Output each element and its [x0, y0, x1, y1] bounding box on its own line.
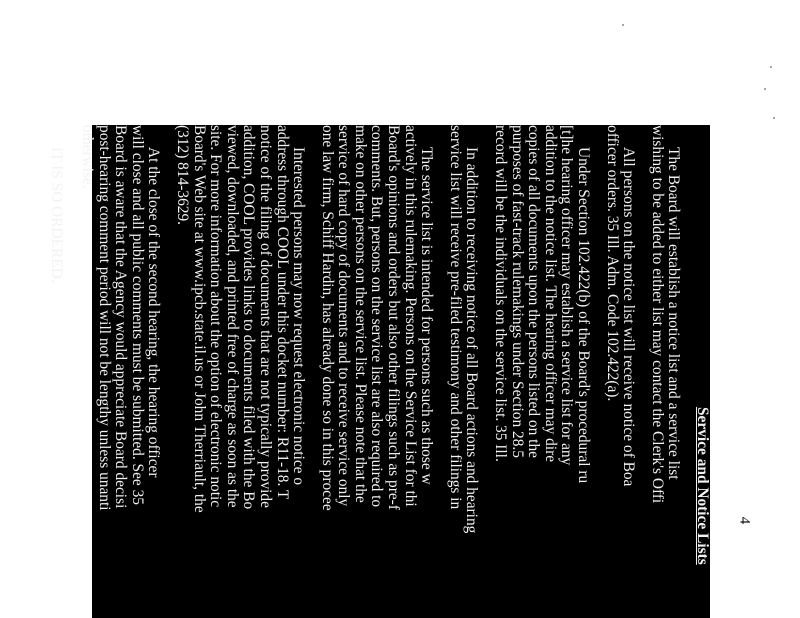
paragraphs: [66, 125, 693, 618]
paragraph-line: otherwise.: [79, 125, 96, 189]
paragraph-line: site. For more information about the option of electronic notic: [207, 125, 225, 508]
paragraph-line: make on other persons on the service list. Please note that the: [351, 125, 369, 503]
paragraph-line: comments. But, persons on the service list are also required to: [368, 125, 386, 508]
section-heading: Service and Notice Lists: [694, 407, 711, 565]
scan-speck-3: [773, 117, 775, 119]
paragraph-gap: [479, 125, 491, 618]
page-number: 4: [736, 516, 753, 525]
paragraph-line: wishing to be added to either list may contact the Clerk's Offi: [648, 125, 666, 504]
paragraph-line: addition to the notice list. The hearing officer may dire: [541, 125, 559, 463]
paragraph-line: will close and all public comments must be submitted. See 35: [128, 125, 146, 506]
paragraph-gap: [306, 125, 318, 618]
paragraph-line: Board's Web site at www.ipcb.state.il.us or John Therriault, the: [190, 125, 208, 513]
paragraph-line: The Board will establish a notice list and a service list: [665, 147, 683, 480]
paragraph-line: address through COOL under this docket number: R11-18. T: [273, 125, 291, 500]
paragraph-gap: [66, 125, 78, 618]
paragraph-line: purposes of fast-track rulemakings under Section 28.5: [508, 125, 526, 458]
paragraph-gap: [681, 125, 693, 618]
scan-speck-4: [764, 88, 766, 90]
paragraph-line: record will be the individuals on the service list. 35 Ill.: [492, 125, 510, 462]
scan-speck-2: [770, 66, 772, 68]
paragraph-gap: [591, 125, 603, 618]
paragraph-line: Interested persons may now request electronic notice o: [290, 147, 308, 486]
paragraph-line: one law firm, Schiff Hardin, has already done so in this procee: [318, 125, 336, 511]
paragraph-line: post-hearing comment period will not be lengthy unless unanti: [95, 125, 113, 511]
paragraph-line: Board is aware that the Agency would appreciate Board decisi: [112, 125, 130, 509]
paragraph-line: The service list is intended for persons such as those w: [418, 147, 436, 485]
paragraph-line: copies of all documents upon the persons listed on the: [525, 125, 543, 458]
paragraph-line: notice of the filing of documents that are not typically provide: [256, 125, 274, 508]
paragraph-gap: [161, 125, 173, 618]
paragraph-gap: [636, 125, 648, 618]
rotated-document-text: [48, 125, 711, 618]
paragraph-line: officer orders. 35 Ill. Adm. Code 102.422(a).: [603, 125, 621, 402]
paragraph-line: All persons on the notice list will receive notice of Boa: [620, 147, 638, 487]
paragraph-line: At the close of the second hearing, the hearing officer: [145, 147, 163, 478]
paragraph-line: In addition to receiving notice of all Board actions and hearing: [463, 147, 481, 534]
paragraph-line: service list will receive pre-filed testimony and other filings in: [446, 125, 464, 510]
paragraph-line: actively in this rulemaking. Persons on the Service List for thi: [401, 125, 419, 507]
paragraph-gap: [434, 125, 446, 618]
closing-order: IT IS SO ORDERED.: [48, 147, 66, 283]
paragraph-line: viewed, downloaded, and printed free of charge as soon as the: [223, 125, 241, 508]
paragraph-line: Under Section 102.422(b) of the Board's procedural ru: [575, 147, 593, 484]
scanned-document-block: [48, 125, 711, 618]
paragraph-line: service of hard copy of documents and to receive service only: [335, 125, 353, 507]
paragraph-line: (312) 814-3629.: [173, 125, 191, 226]
scan-speck-1: [622, 24, 624, 26]
paragraph-line: addition, COOL provides links to documents filed with the Bo: [240, 125, 258, 510]
paragraph-line: Board's opinions and orders but also other filings such as pre-f: [385, 125, 403, 510]
paragraph-line: [t]he hearing officer may establish a service list for any: [558, 125, 576, 466]
